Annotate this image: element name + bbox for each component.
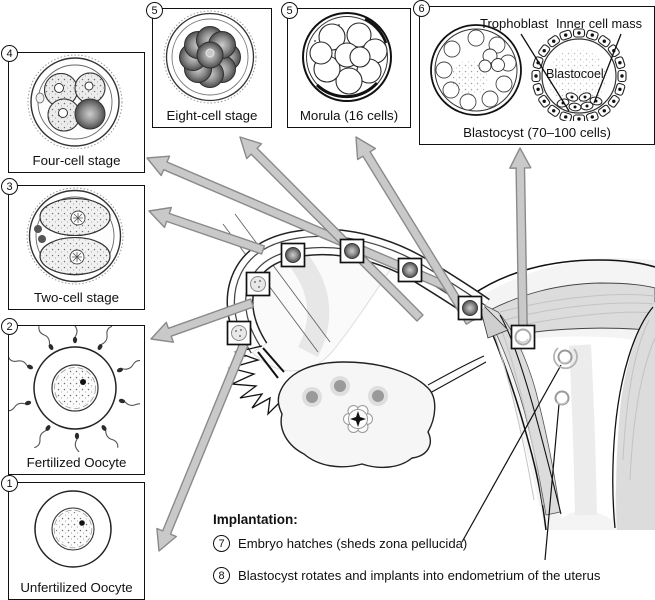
implanting-blastocyst (556, 392, 569, 405)
blastocoel-label: Blastocoel (546, 67, 604, 81)
stage-box-morula (286, 4, 411, 128)
trophoblast-label: Trophoblast (480, 16, 549, 31)
stage-label: Four-cell stage (32, 153, 121, 168)
stage-number-3: 3 (1, 178, 18, 195)
stage-number-1: 1 (1, 475, 18, 492)
inner-cell-mass-label: Inner cell mass (556, 16, 643, 31)
stage-box-blastocyst (418, 2, 655, 145)
stage-label: Fertilized Oocyte (26, 455, 127, 470)
stage-number-2: 2 (1, 318, 18, 335)
stage-label: Eight-cell stage (166, 108, 258, 123)
step-7-number: 7 (213, 535, 230, 552)
implantation-block (213, 512, 648, 583)
stage-box-two-cell (6, 180, 145, 310)
stage-box-four-cell (6, 47, 145, 173)
stage-label: Two-cell stage (34, 290, 119, 305)
step-7-text: Embryo hatches (sheds zona pellucida) (238, 536, 468, 551)
stage-label: Blastocyst (70–100 cells) (463, 125, 611, 140)
implantation-step-8 (213, 568, 600, 584)
step-8-number: 8 (213, 567, 230, 584)
two-cell-illustration (9, 186, 140, 286)
ovary (278, 362, 435, 467)
ovarian-ligament (428, 356, 486, 393)
stage-box-eight-cell (151, 4, 272, 128)
unfertilized-oocyte-illustration (9, 483, 140, 577)
stage-number-5b: 5 (281, 2, 298, 19)
four-cell-illustration (9, 53, 140, 149)
stage-box-unfertilized-oocyte (6, 477, 145, 600)
eight-cell-illustration (153, 9, 267, 104)
stage-number-4: 4 (1, 45, 18, 62)
morula-illustration (288, 9, 406, 104)
stage-number-6: 6 (413, 0, 430, 17)
stage-label: Unfertilized Oocyte (20, 580, 133, 595)
implantation-step-7 (213, 536, 467, 552)
stage-box-fertilized-oocyte (6, 320, 145, 475)
step-8-text: Blastocyst rotates and implants into endometrium of the uterus (238, 568, 601, 583)
fertilized-oocyte-illustration (9, 326, 140, 452)
stage-label: Morula (16 cells) (299, 108, 399, 123)
implantation-heading: Implantation: (213, 512, 298, 527)
stage-number-5a: 5 (146, 2, 163, 19)
